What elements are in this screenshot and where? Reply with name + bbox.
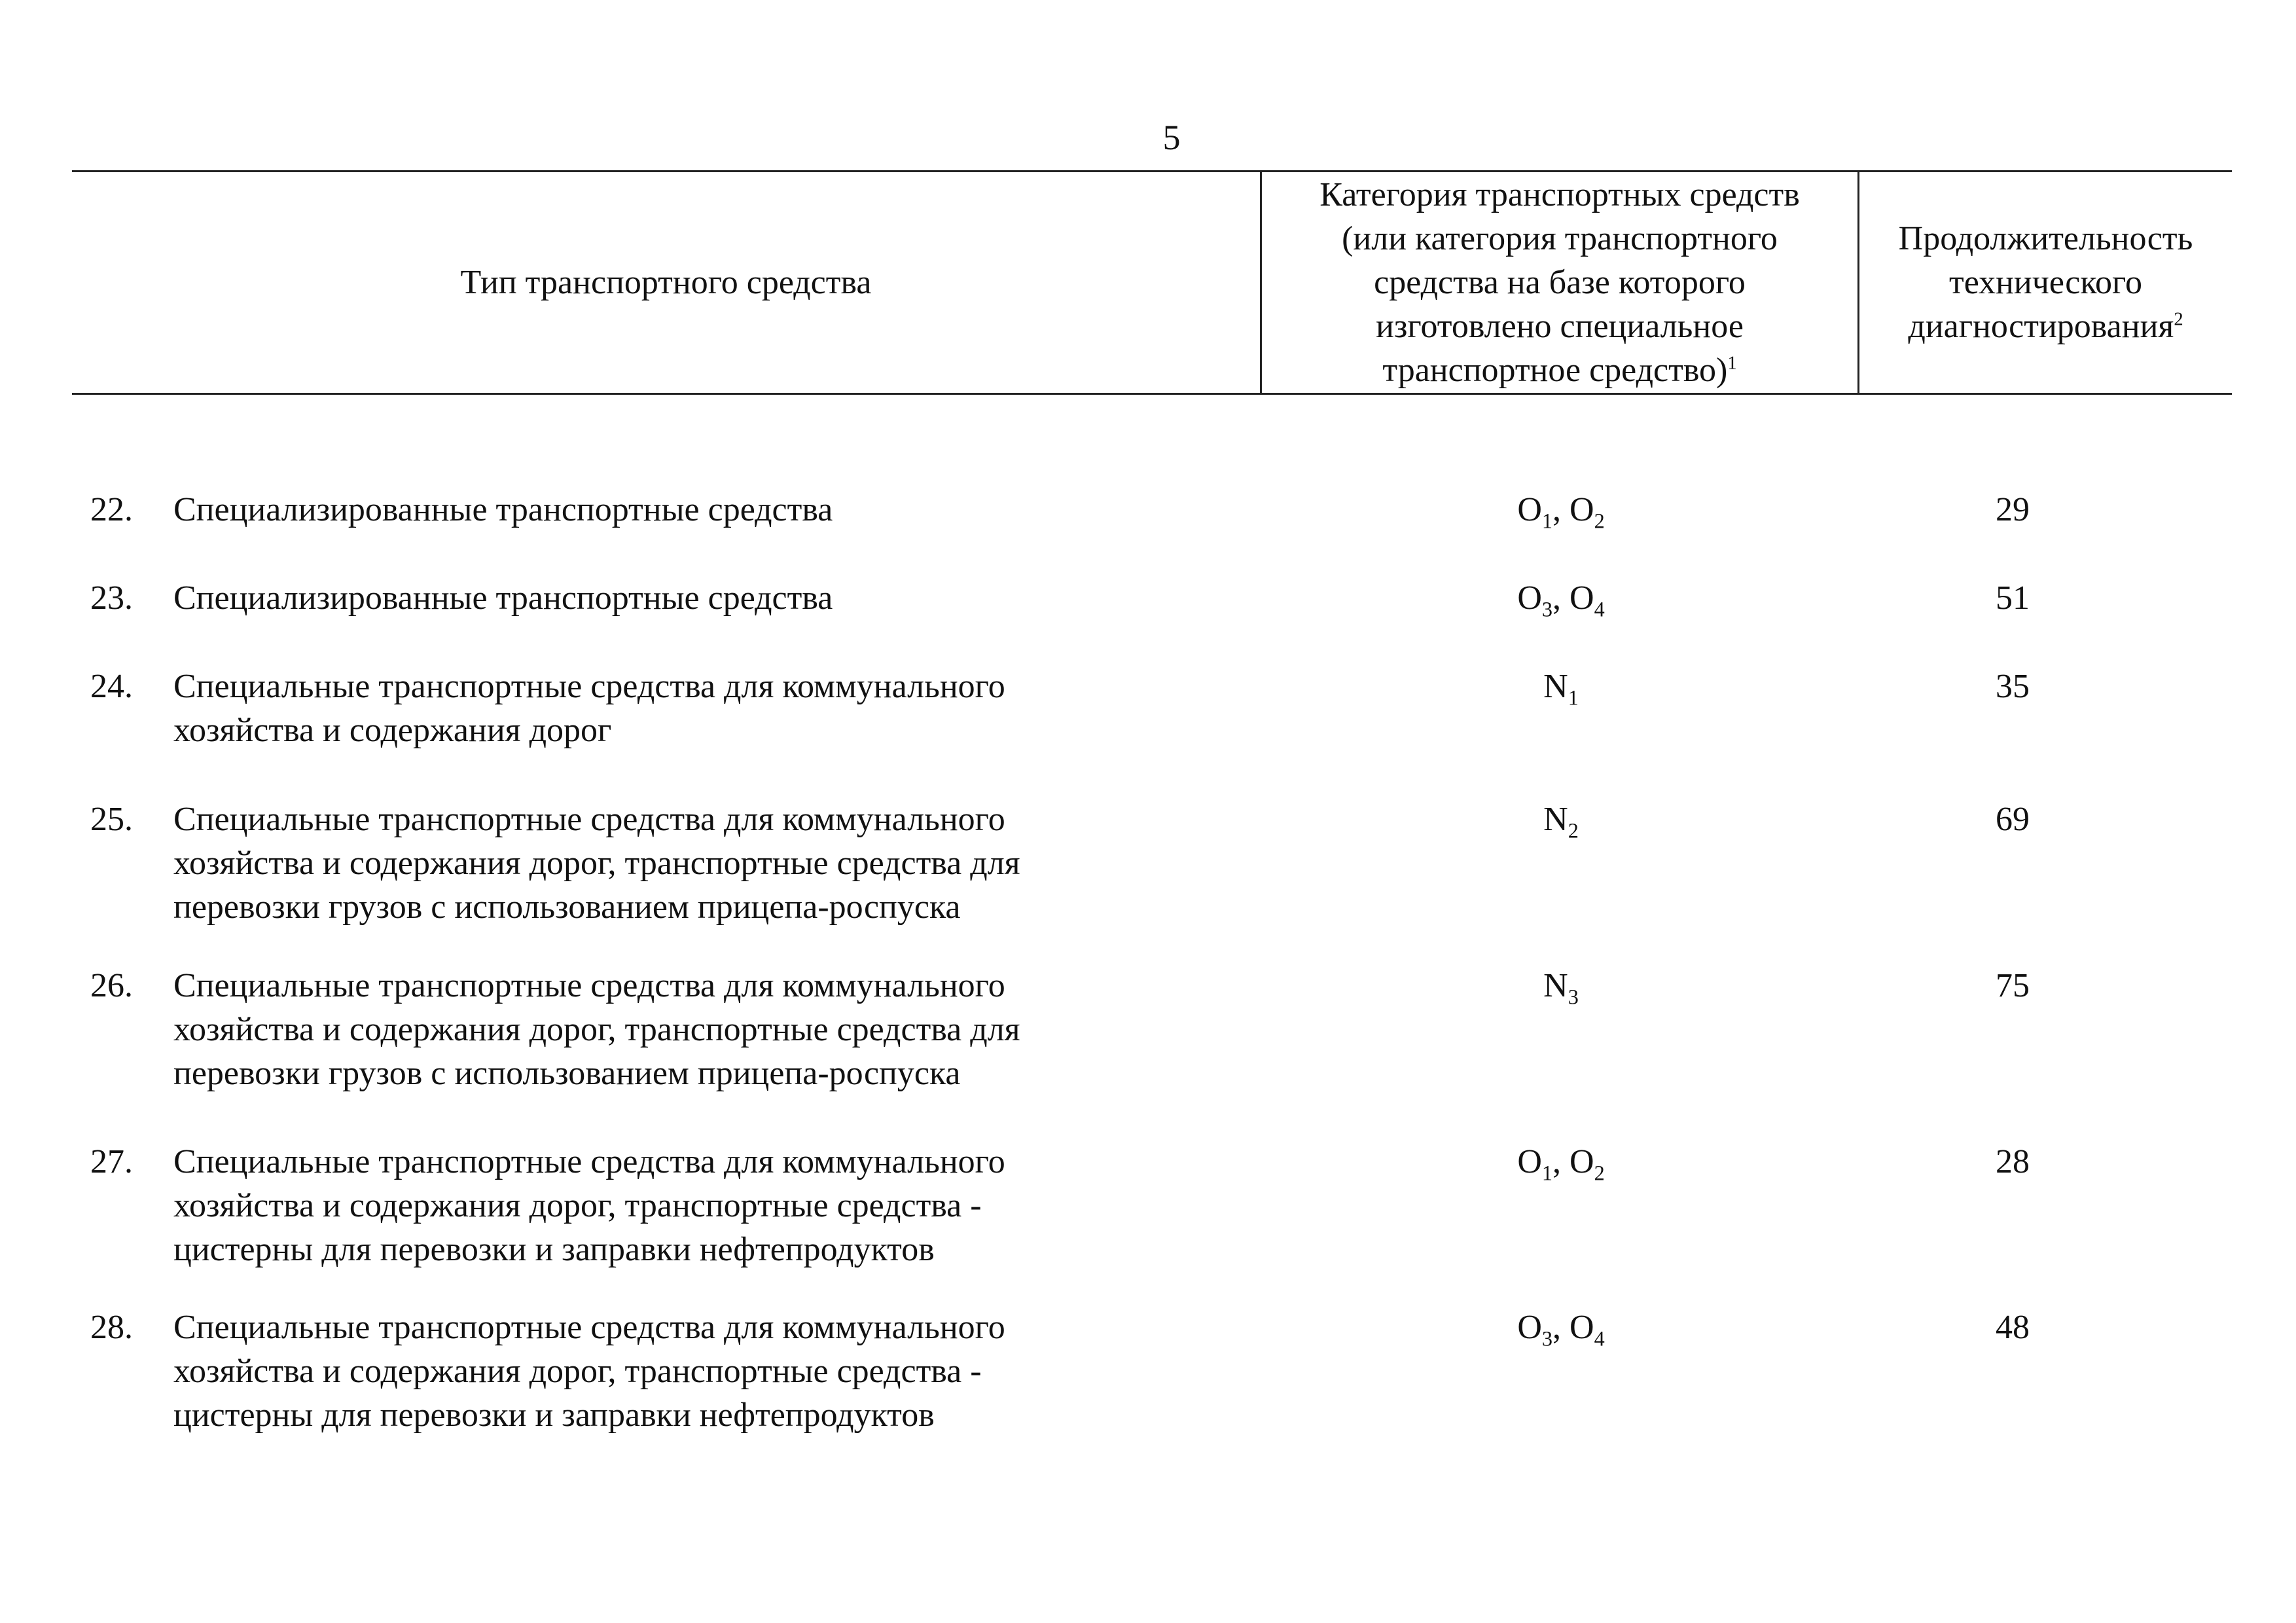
diagnostic-duration: 29: [1996, 491, 2030, 528]
diagnostic-duration: 48: [1996, 1309, 2030, 1346]
category-code: [1517, 1309, 1552, 1351]
category-subscript: 4: [1594, 1326, 1605, 1351]
category-letter: O: [1570, 1143, 1594, 1180]
category-subscript: 3: [1541, 597, 1552, 621]
category-code: [1543, 967, 1579, 1009]
category-letter: N: [1543, 967, 1568, 1004]
vehicle-category: [1266, 964, 1856, 1008]
header-duration-label: Продолжительность технического диагностирования: [1898, 220, 2193, 345]
category-code: [1570, 491, 1605, 533]
category-code: [1517, 579, 1552, 621]
category-subscript: 4: [1594, 597, 1605, 621]
category-letter: O: [1570, 1309, 1594, 1346]
row-number: 22.: [90, 491, 133, 528]
category-subscript: 3: [1541, 1326, 1552, 1351]
category-subscript: 3: [1568, 985, 1579, 1009]
vehicle-type: Специализированные транспортные средства: [173, 579, 833, 617]
category-letter: N: [1543, 668, 1568, 705]
category-letter: O: [1517, 579, 1542, 617]
category-letter: O: [1570, 491, 1594, 528]
vehicle-type: Специальные транспортные средства для коммунального хозяйства и содержания дорог, транспортные средства для перевозки грузов с использованием прицепа-роспуска: [173, 967, 1020, 1092]
table-header-bottom-rule: [72, 393, 2232, 395]
row-number: 25.: [90, 801, 133, 838]
page-number: 5: [1162, 118, 1181, 157]
category-subscript: 2: [1594, 1161, 1605, 1185]
category-code: [1517, 1143, 1552, 1185]
vehicle-category: [1266, 665, 1856, 708]
vehicle-category: [1266, 576, 1856, 620]
category-code: [1570, 579, 1605, 621]
header-category: [1262, 172, 1857, 393]
vehicle-type: Специальные транспортные средства для коммунального хозяйства и содержания дорог: [173, 668, 1005, 749]
vehicle-category: [1266, 488, 1856, 532]
row-number: 28.: [90, 1309, 133, 1346]
vehicle-category: [1266, 797, 1856, 841]
category-separator: ,: [1552, 1143, 1570, 1180]
category-letter: O: [1570, 579, 1594, 617]
vehicle-type: Специальные транспортные средства для коммунального хозяйства и содержания дорог, транспортные средства - цистерны для перевозки и заправки нефтепродуктов: [173, 1309, 1005, 1434]
vehicle-type: Специальные транспортные средства для коммунального хозяйства и содержания дорог, транспортные средства - цистерны для перевозки и заправки нефтепродуктов: [173, 1143, 1005, 1268]
diagnostic-duration: 75: [1996, 967, 2030, 1004]
diagnostic-duration: 28: [1996, 1143, 2030, 1180]
header-duration: [1859, 172, 2232, 393]
diagnostic-duration: 51: [1996, 579, 2030, 617]
category-subscript: 1: [1541, 509, 1552, 533]
category-subscript: 2: [1594, 509, 1605, 533]
category-subscript: 1: [1568, 685, 1579, 710]
row-number: 26.: [90, 967, 133, 1004]
category-code: [1517, 491, 1552, 533]
category-code: [1543, 668, 1579, 710]
category-code: [1570, 1309, 1605, 1351]
header-category-label: Категория транспортных средств (или категория транспортного средства на базе которого изготовлено специальное транспортное средство): [1319, 176, 1800, 389]
diagnostic-duration: 35: [1996, 668, 2030, 705]
row-number: 24.: [90, 668, 133, 705]
footnote-marker: 2: [2174, 309, 2183, 330]
vehicle-type: Специальные транспортные средства для коммунального хозяйства и содержания дорог, транспортные средства для перевозки грузов с использованием прицепа-роспуска: [173, 801, 1020, 926]
header-duration-content: [1899, 217, 2193, 348]
category-subscript: 1: [1541, 1161, 1552, 1185]
category-subscript: 2: [1568, 818, 1579, 843]
category-code: [1543, 801, 1579, 843]
category-letter: O: [1517, 1143, 1542, 1180]
category-letter: O: [1517, 491, 1542, 528]
category-letter: N: [1543, 801, 1568, 838]
vehicle-type: Специализированные транспортные средства: [173, 491, 833, 528]
vehicle-category: [1266, 1305, 1856, 1349]
header-type: [72, 172, 1260, 393]
header-category-content: [1319, 173, 1800, 392]
header-type-label: Тип транспортного средства: [460, 264, 872, 301]
category-separator: ,: [1552, 491, 1570, 528]
diagnostic-duration: 69: [1996, 801, 2030, 838]
row-number: 27.: [90, 1143, 133, 1180]
footnote-marker: 1: [1727, 353, 1737, 374]
category-code: [1570, 1143, 1605, 1185]
row-number: 23.: [90, 579, 133, 617]
category-separator: ,: [1552, 579, 1570, 617]
category-letter: O: [1517, 1309, 1542, 1346]
vehicle-category: [1266, 1140, 1856, 1184]
category-separator: ,: [1552, 1309, 1570, 1346]
